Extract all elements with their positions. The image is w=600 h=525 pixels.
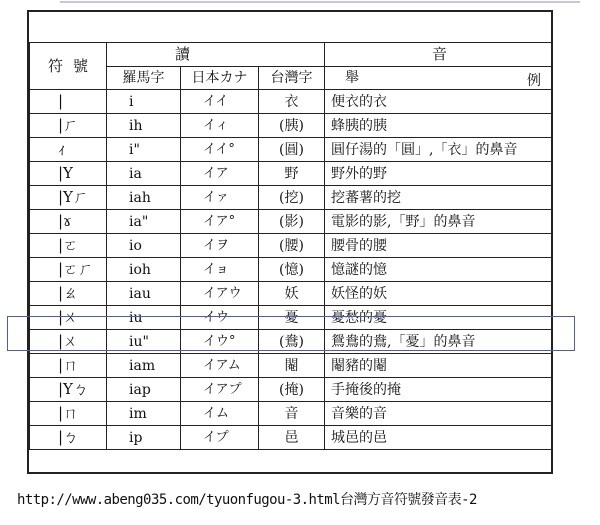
table-row [30,186,552,210]
cell-romaji: iam [107,354,181,378]
cell-katakana: イム [181,402,259,426]
cell-symbol: |Yㄅ [30,378,107,402]
cell-taiwan-char: (憶) [259,258,325,282]
cell-romaji: iu" [107,330,181,354]
cell-katakana: イアム [181,354,259,378]
cell-taiwan-char: 衣 [259,90,325,114]
header-row-1 [30,43,552,67]
cell-romaji: ih [107,114,181,138]
header-taiwan-char: 台灣字 [259,67,325,90]
cell-taiwan-char: 閹 [259,354,325,378]
cell-symbol: |ㄠ [30,282,107,306]
header-example-left: 舉 [345,70,360,86]
cell-taiwan-char: 音 [259,402,325,426]
cell-taiwan-char: (腰) [259,234,325,258]
header-symbol: 符號 [30,43,107,90]
cell-example: 蜂胰的胰 [325,114,552,138]
cell-katakana: イァ [181,186,259,210]
cell-symbol: |ㄛ [30,234,107,258]
cell-katakana: イィ [181,114,259,138]
cell-example: 挖蕃薯的挖 [325,186,552,210]
header-example-right: 例 [527,73,542,89]
cell-example: 憂愁的憂 [325,306,552,330]
cell-katakana: イウ [181,306,259,330]
header-row-2 [30,67,552,90]
cell-romaji: ia [107,162,181,186]
table-row [30,138,552,162]
phonetic-table [29,42,552,450]
cell-example: 妖怪的妖 [325,282,552,306]
table-row [30,258,552,282]
cell-katakana: イイ [181,90,259,114]
cell-romaji: ioh [107,258,181,282]
cell-katakana: イア [181,162,259,186]
header-sound: 音 [325,43,552,67]
cell-taiwan-char: 妖 [259,282,325,306]
cell-symbol: ｨ [30,138,107,162]
cell-symbol: |ㄨ [30,306,107,330]
cell-romaji: ip [107,426,181,450]
table-row [30,282,552,306]
cell-taiwan-char: (挖) [259,186,325,210]
cell-taiwan-char: 邑 [259,426,325,450]
cell-symbol: |Y [30,162,107,186]
cell-katakana: イウ° [181,330,259,354]
cell-katakana: イプ [181,426,259,450]
table-row [30,90,552,114]
table-row [30,210,552,234]
cell-symbol: |ㄅ [30,426,107,450]
cell-symbol: |ㄏ [30,114,107,138]
cell-taiwan-char: (掩) [259,378,325,402]
cell-example: 閹豬的閹 [325,354,552,378]
cell-katakana: イイ° [181,138,259,162]
table-row [30,234,552,258]
cell-katakana: イョ [181,258,259,282]
cell-symbol: |ɤ [30,210,107,234]
cell-romaji: im [107,402,181,426]
table-row [30,402,552,426]
cell-romaji: i" [107,138,181,162]
cell-example: 圓仔湯的「圓」,「衣」的鼻音 [325,138,552,162]
cell-example: 腰骨的腰 [325,234,552,258]
header-example [325,67,552,90]
cell-taiwan-char: (影) [259,210,325,234]
highlight-box [7,316,575,351]
cell-katakana: イアプ [181,378,259,402]
table-row [30,354,552,378]
cell-example: 電影的影,「野」的鼻音 [325,210,552,234]
cell-taiwan-char: 憂 [259,306,325,330]
table-row [30,378,552,402]
table-row [30,114,552,138]
cell-taiwan-char: (鴦) [259,330,325,354]
cell-katakana: イヲ [181,234,259,258]
cell-example: 手掩後的掩 [325,378,552,402]
cell-romaji: iau [107,282,181,306]
cell-example: 城邑的邑 [325,426,552,450]
cell-romaji: iu [107,306,181,330]
top-decorative-line [60,1,580,3]
cell-romaji: io [107,234,181,258]
cell-katakana: イア° [181,210,259,234]
cell-example: 便衣的衣 [325,90,552,114]
cell-taiwan-char: (圓) [259,138,325,162]
cell-example: 憶謎的憶 [325,258,552,282]
cell-symbol: |ㄇ [30,402,107,426]
header-reading: 讀 [107,43,325,67]
cell-taiwan-char: 野 [259,162,325,186]
header-katakana: 日本カナ [181,67,259,90]
cell-symbol: | [30,90,107,114]
header-romaji: 羅馬字 [107,67,181,90]
cell-katakana: イアウ [181,282,259,306]
cell-symbol: |ㄨ [30,330,107,354]
cell-romaji: i [107,90,181,114]
cell-romaji: ia" [107,210,181,234]
cell-symbol: |ㄛㄏ [30,258,107,282]
cell-romaji: iah [107,186,181,210]
cell-romaji: iap [107,378,181,402]
cell-example: 音樂的音 [325,402,552,426]
cell-symbol: |ㄇ [30,354,107,378]
cell-symbol: |Yㄏ [30,186,107,210]
cell-taiwan-char: (胰) [259,114,325,138]
table-row [30,162,552,186]
cell-example: 野外的野 [325,162,552,186]
source-caption: http://www.abeng035.com/tyuonfugou-3.html台灣方音符號發音表-2 [17,492,477,508]
cell-example: 鴛鴦的鴦,「憂」的鼻音 [325,330,552,354]
table-row [30,426,552,450]
